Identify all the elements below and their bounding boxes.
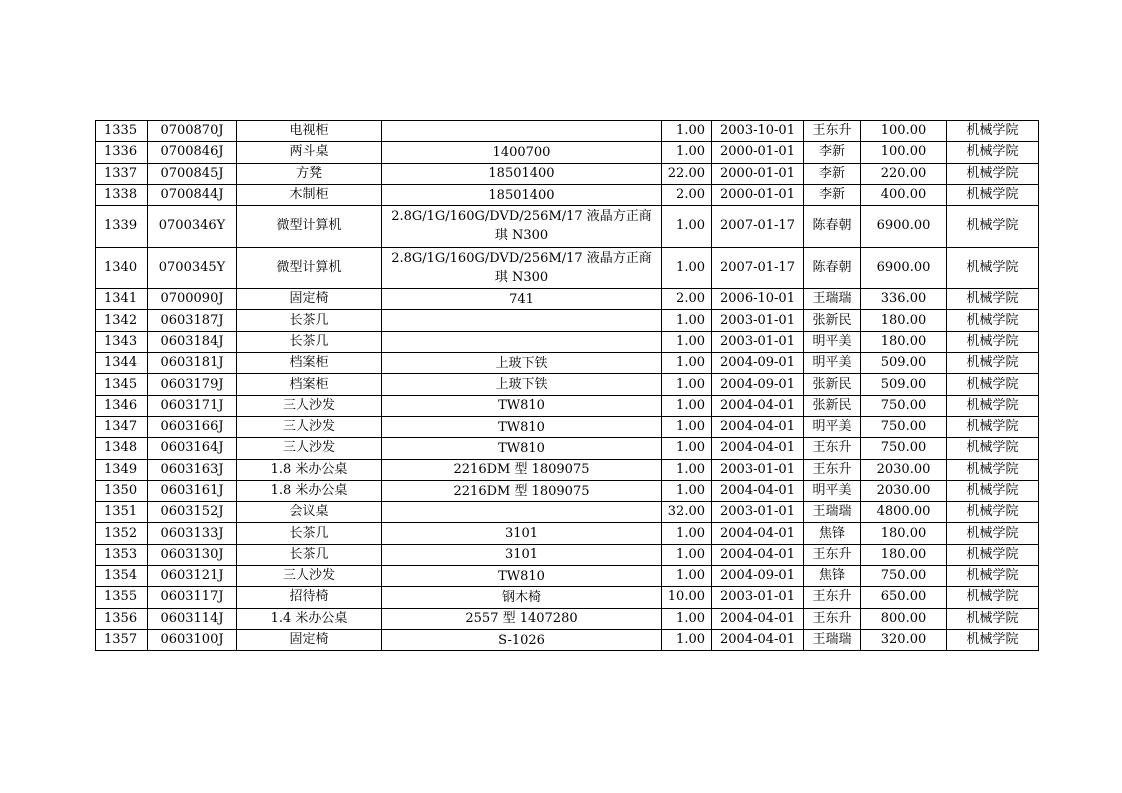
cell-department: 机械学院 [947, 289, 1039, 310]
cell-amount: 400.00 [861, 184, 947, 205]
cell-quantity: 1.00 [662, 480, 712, 501]
cell-department: 机械学院 [947, 395, 1039, 416]
table-row [96, 544, 1039, 565]
cell-amount: 509.00 [861, 374, 947, 395]
cell-quantity: 1.00 [662, 395, 712, 416]
cell-asset-name: 三人沙发 [237, 438, 382, 459]
cell-row-number: 1347 [96, 416, 148, 437]
cell-row-number: 1341 [96, 289, 148, 310]
cell-amount: 220.00 [861, 163, 947, 184]
cell-asset-code: 0603152J [148, 502, 237, 523]
cell-quantity: 2.00 [662, 289, 712, 310]
cell-amount: 6900.00 [861, 247, 947, 289]
cell-custodian: 焦锋 [804, 523, 861, 544]
cell-custodian: 明平美 [804, 416, 861, 437]
cell-custodian: 王瑞瑞 [804, 629, 861, 650]
cell-date: 2004-04-01 [712, 416, 804, 437]
cell-row-number: 1352 [96, 523, 148, 544]
table-row [96, 163, 1039, 184]
cell-date: 2004-09-01 [712, 374, 804, 395]
table-row [96, 416, 1039, 437]
cell-quantity: 1.00 [662, 566, 712, 587]
cell-model-spec [382, 310, 662, 331]
cell-asset-name: 1.8 米办公桌 [237, 459, 382, 480]
cell-row-number: 1350 [96, 480, 148, 501]
cell-model-spec: 3101 [382, 544, 662, 565]
cell-date: 2007-01-17 [712, 247, 804, 289]
cell-asset-name: 固定椅 [237, 629, 382, 650]
cell-model-spec: 3101 [382, 523, 662, 544]
cell-asset-name: 长茶几 [237, 544, 382, 565]
cell-amount: 750.00 [861, 395, 947, 416]
cell-row-number: 1344 [96, 353, 148, 374]
cell-amount: 180.00 [861, 310, 947, 331]
cell-asset-code: 0603181J [148, 353, 237, 374]
cell-asset-code: 0603164J [148, 438, 237, 459]
cell-model-spec: TW810 [382, 438, 662, 459]
cell-department: 机械学院 [947, 544, 1039, 565]
cell-department: 机械学院 [947, 629, 1039, 650]
cell-model-spec: 1400700 [382, 142, 662, 163]
cell-amount: 6900.00 [861, 206, 947, 248]
cell-date: 2000-01-01 [712, 184, 804, 205]
cell-department: 机械学院 [947, 353, 1039, 374]
cell-date: 2003-01-01 [712, 331, 804, 352]
cell-quantity: 1.00 [662, 353, 712, 374]
cell-model-spec [382, 331, 662, 352]
cell-asset-code: 0700345Y [148, 247, 237, 289]
cell-asset-name: 三人沙发 [237, 395, 382, 416]
cell-model-spec: 2216DM 型 1809075 [382, 459, 662, 480]
table-row [96, 608, 1039, 629]
cell-quantity: 1.00 [662, 247, 712, 289]
cell-asset-name: 档案柜 [237, 353, 382, 374]
cell-amount: 2030.00 [861, 480, 947, 501]
table-row [96, 289, 1039, 310]
table-row [96, 184, 1039, 205]
cell-asset-code: 0603121J [148, 566, 237, 587]
cell-date: 2004-09-01 [712, 353, 804, 374]
cell-amount: 180.00 [861, 331, 947, 352]
cell-row-number: 1348 [96, 438, 148, 459]
table-row [96, 374, 1039, 395]
cell-amount: 100.00 [861, 121, 947, 142]
cell-model-spec: 钢木椅 [382, 587, 662, 608]
cell-department: 机械学院 [947, 121, 1039, 142]
cell-asset-name: 1.8 米办公桌 [237, 480, 382, 501]
cell-asset-code: 0603130J [148, 544, 237, 565]
cell-custodian: 焦锋 [804, 566, 861, 587]
cell-asset-name: 方凳 [237, 163, 382, 184]
cell-asset-name: 木制柜 [237, 184, 382, 205]
cell-amount: 800.00 [861, 608, 947, 629]
cell-row-number: 1351 [96, 502, 148, 523]
cell-custodian: 陈春朝 [804, 247, 861, 289]
cell-date: 2004-04-01 [712, 629, 804, 650]
cell-asset-code: 0603161J [148, 480, 237, 501]
cell-quantity: 1.00 [662, 523, 712, 544]
cell-department: 机械学院 [947, 459, 1039, 480]
cell-custodian: 王东升 [804, 438, 861, 459]
cell-quantity: 1.00 [662, 629, 712, 650]
cell-quantity: 1.00 [662, 121, 712, 142]
cell-quantity: 22.00 [662, 163, 712, 184]
cell-row-number: 1336 [96, 142, 148, 163]
cell-custodian: 王东升 [804, 121, 861, 142]
cell-date: 2003-10-01 [712, 121, 804, 142]
cell-date: 2003-01-01 [712, 459, 804, 480]
cell-quantity: 2.00 [662, 184, 712, 205]
cell-quantity: 1.00 [662, 374, 712, 395]
cell-department: 机械学院 [947, 480, 1039, 501]
cell-department: 机械学院 [947, 587, 1039, 608]
table-row [96, 247, 1039, 289]
cell-quantity: 1.00 [662, 310, 712, 331]
cell-quantity: 1.00 [662, 608, 712, 629]
cell-quantity: 1.00 [662, 544, 712, 565]
cell-department: 机械学院 [947, 566, 1039, 587]
table-row [96, 587, 1039, 608]
cell-asset-name: 长茶几 [237, 523, 382, 544]
cell-asset-code: 0603114J [148, 608, 237, 629]
cell-row-number: 1356 [96, 608, 148, 629]
asset-table [95, 120, 1039, 651]
table-row [96, 629, 1039, 650]
cell-model-spec: 2216DM 型 1809075 [382, 480, 662, 501]
cell-department: 机械学院 [947, 310, 1039, 331]
cell-amount: 180.00 [861, 544, 947, 565]
cell-department: 机械学院 [947, 142, 1039, 163]
cell-asset-name: 电视柜 [237, 121, 382, 142]
cell-row-number: 1357 [96, 629, 148, 650]
cell-custodian: 张新民 [804, 374, 861, 395]
cell-date: 2004-04-01 [712, 438, 804, 459]
cell-asset-name: 三人沙发 [237, 416, 382, 437]
cell-custodian: 王东升 [804, 608, 861, 629]
table-row [96, 438, 1039, 459]
cell-amount: 650.00 [861, 587, 947, 608]
cell-asset-code: 0700844J [148, 184, 237, 205]
cell-model-spec [382, 502, 662, 523]
cell-amount: 320.00 [861, 629, 947, 650]
cell-quantity: 1.00 [662, 416, 712, 437]
cell-department: 机械学院 [947, 502, 1039, 523]
cell-asset-name: 招待椅 [237, 587, 382, 608]
cell-model-spec: 上玻下铁 [382, 353, 662, 374]
cell-model-spec [382, 121, 662, 142]
cell-department: 机械学院 [947, 416, 1039, 437]
cell-asset-code: 0700870J [148, 121, 237, 142]
table-row [96, 523, 1039, 544]
cell-asset-name: 微型计算机 [237, 206, 382, 248]
cell-date: 2007-01-17 [712, 206, 804, 248]
cell-department: 机械学院 [947, 438, 1039, 459]
cell-amount: 750.00 [861, 566, 947, 587]
cell-row-number: 1343 [96, 331, 148, 352]
cell-model-spec: S-1026 [382, 629, 662, 650]
cell-quantity: 32.00 [662, 502, 712, 523]
table-row [96, 459, 1039, 480]
cell-asset-code: 0603166J [148, 416, 237, 437]
cell-date: 2003-01-01 [712, 587, 804, 608]
cell-row-number: 1335 [96, 121, 148, 142]
table-row [96, 502, 1039, 523]
cell-asset-code: 0700845J [148, 163, 237, 184]
cell-custodian: 张新民 [804, 395, 861, 416]
cell-amount: 2030.00 [861, 459, 947, 480]
cell-model-spec: TW810 [382, 566, 662, 587]
cell-asset-code: 0603133J [148, 523, 237, 544]
cell-date: 2004-04-01 [712, 395, 804, 416]
cell-asset-name: 长茶几 [237, 310, 382, 331]
cell-date: 2003-01-01 [712, 502, 804, 523]
cell-custodian: 李新 [804, 184, 861, 205]
cell-model-spec: 上玻下铁 [382, 374, 662, 395]
cell-amount: 750.00 [861, 416, 947, 437]
cell-date: 2004-09-01 [712, 566, 804, 587]
cell-custodian: 陈春朝 [804, 206, 861, 248]
cell-quantity: 10.00 [662, 587, 712, 608]
cell-quantity: 1.00 [662, 331, 712, 352]
cell-row-number: 1355 [96, 587, 148, 608]
cell-date: 2000-01-01 [712, 142, 804, 163]
table-row [96, 206, 1039, 248]
cell-custodian: 王东升 [804, 459, 861, 480]
cell-custodian: 王东升 [804, 544, 861, 565]
cell-asset-code: 0603179J [148, 374, 237, 395]
cell-custodian: 张新民 [804, 310, 861, 331]
cell-department: 机械学院 [947, 163, 1039, 184]
table-row [96, 395, 1039, 416]
cell-date: 2003-01-01 [712, 310, 804, 331]
cell-row-number: 1353 [96, 544, 148, 565]
cell-date: 2004-04-01 [712, 523, 804, 544]
cell-department: 机械学院 [947, 206, 1039, 248]
cell-row-number: 1342 [96, 310, 148, 331]
cell-asset-name: 长茶几 [237, 331, 382, 352]
cell-date: 2006-10-01 [712, 289, 804, 310]
cell-department: 机械学院 [947, 247, 1039, 289]
table-body [96, 121, 1039, 651]
cell-custodian: 李新 [804, 163, 861, 184]
cell-amount: 509.00 [861, 353, 947, 374]
cell-model-spec: 2.8G/1G/160G/DVD/256M/17 液晶方正商琪 N300 [382, 206, 662, 248]
cell-amount: 4800.00 [861, 502, 947, 523]
table-row [96, 331, 1039, 352]
table-row [96, 310, 1039, 331]
cell-row-number: 1337 [96, 163, 148, 184]
cell-quantity: 1.00 [662, 459, 712, 480]
table-row [96, 480, 1039, 501]
cell-department: 机械学院 [947, 374, 1039, 395]
cell-asset-code: 0603184J [148, 331, 237, 352]
cell-amount: 336.00 [861, 289, 947, 310]
cell-model-spec: 18501400 [382, 163, 662, 184]
cell-date: 2004-04-01 [712, 544, 804, 565]
cell-model-spec: 741 [382, 289, 662, 310]
table-row [96, 353, 1039, 374]
cell-custodian: 李新 [804, 142, 861, 163]
cell-amount: 180.00 [861, 523, 947, 544]
cell-date: 2000-01-01 [712, 163, 804, 184]
cell-model-spec: 2.8G/1G/160G/DVD/256M/17 液晶方正商琪 N300 [382, 247, 662, 289]
cell-asset-code: 0603171J [148, 395, 237, 416]
cell-asset-name: 微型计算机 [237, 247, 382, 289]
cell-asset-name: 三人沙发 [237, 566, 382, 587]
cell-date: 2004-04-01 [712, 608, 804, 629]
cell-quantity: 1.00 [662, 438, 712, 459]
cell-custodian: 王瑞瑞 [804, 502, 861, 523]
cell-amount: 100.00 [861, 142, 947, 163]
cell-row-number: 1354 [96, 566, 148, 587]
cell-asset-name: 会议桌 [237, 502, 382, 523]
cell-custodian: 王瑞瑞 [804, 289, 861, 310]
cell-asset-code: 0603117J [148, 587, 237, 608]
cell-asset-code: 0700846J [148, 142, 237, 163]
cell-model-spec: 18501400 [382, 184, 662, 205]
cell-asset-name: 固定椅 [237, 289, 382, 310]
cell-department: 机械学院 [947, 331, 1039, 352]
cell-custodian: 明平美 [804, 331, 861, 352]
cell-asset-name: 1.4 米办公桌 [237, 608, 382, 629]
cell-asset-code: 0700090J [148, 289, 237, 310]
cell-model-spec: TW810 [382, 395, 662, 416]
cell-date: 2004-04-01 [712, 480, 804, 501]
cell-model-spec: 2557 型 1407280 [382, 608, 662, 629]
cell-department: 机械学院 [947, 523, 1039, 544]
cell-custodian: 王东升 [804, 587, 861, 608]
cell-row-number: 1346 [96, 395, 148, 416]
cell-amount: 750.00 [861, 438, 947, 459]
cell-department: 机械学院 [947, 184, 1039, 205]
cell-custodian: 明平美 [804, 353, 861, 374]
cell-department: 机械学院 [947, 608, 1039, 629]
cell-row-number: 1349 [96, 459, 148, 480]
table-row [96, 566, 1039, 587]
cell-asset-code: 0603187J [148, 310, 237, 331]
cell-quantity: 1.00 [662, 142, 712, 163]
cell-row-number: 1339 [96, 206, 148, 248]
cell-asset-name: 两斗桌 [237, 142, 382, 163]
cell-asset-code: 0603163J [148, 459, 237, 480]
cell-quantity: 1.00 [662, 206, 712, 248]
cell-asset-name: 档案柜 [237, 374, 382, 395]
table-row [96, 142, 1039, 163]
table-row [96, 121, 1039, 142]
cell-asset-code: 0700346Y [148, 206, 237, 248]
cell-asset-code: 0603100J [148, 629, 237, 650]
cell-row-number: 1340 [96, 247, 148, 289]
cell-model-spec: TW810 [382, 416, 662, 437]
cell-custodian: 明平美 [804, 480, 861, 501]
cell-row-number: 1338 [96, 184, 148, 205]
cell-row-number: 1345 [96, 374, 148, 395]
